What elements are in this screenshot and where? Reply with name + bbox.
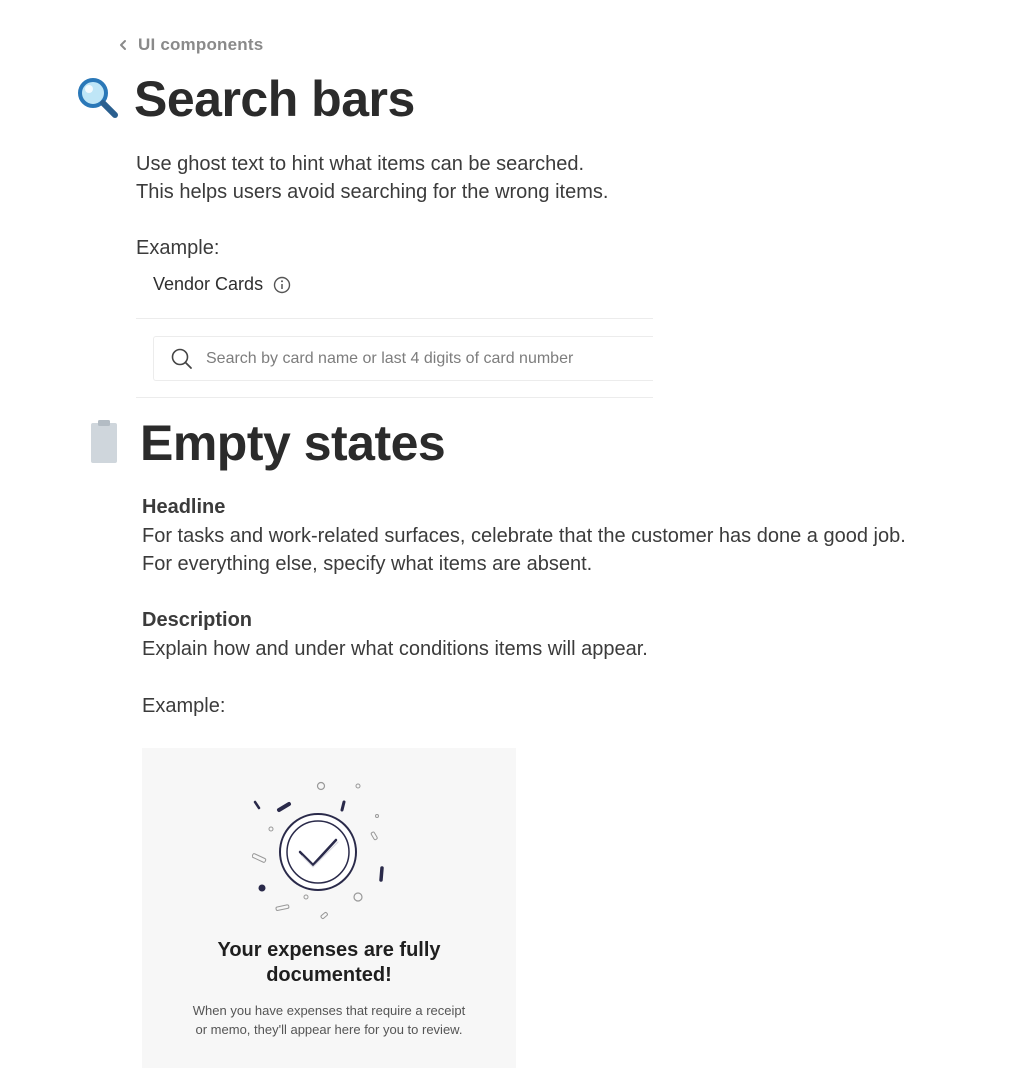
headline-line1: For tasks and work-related surfaces, celebrate that the customer has done a good job. — [142, 525, 906, 547]
empty-state-title-line2: documented! — [266, 964, 392, 986]
headline-line2: For everything else, specify what items are absent. — [142, 553, 593, 575]
chevron-left-icon — [116, 38, 130, 52]
description-line1: Explain how and under what conditions items will appear. — [142, 638, 648, 660]
empty-state-desc-line1: When you have expenses that require a receipt — [192, 1003, 466, 1018]
divider — [136, 397, 653, 398]
vendor-cards-title: Vendor Cards — [153, 274, 264, 294]
empty-state-description — [142, 1001, 516, 1039]
search-body-line1: Use ghost text to hint what items can be searched. — [136, 153, 585, 175]
checkmark-celebration-icon — [252, 776, 402, 926]
empty-state-title-line1: Your expenses are fully — [217, 939, 441, 961]
search-bar[interactable] — [153, 336, 653, 381]
breadcrumb[interactable] — [116, 34, 263, 56]
search-example-label: Example: — [136, 237, 220, 259]
description-label: Description — [142, 609, 253, 631]
empty-state-desc-line2: or memo, they'll appear here for you to review. — [195, 1022, 463, 1037]
info-icon[interactable] — [273, 276, 291, 294]
empty-state-title — [142, 938, 516, 988]
section-title: Empty states — [140, 415, 446, 471]
search-body-line2: This helps users avoid searching for the wrong items. — [136, 181, 609, 203]
search-input[interactable] — [206, 350, 646, 368]
magnifying-glass-emoji-icon — [76, 76, 120, 120]
search-icon — [170, 347, 194, 371]
empty-example-label: Example: — [142, 695, 226, 717]
empty-state-card — [142, 748, 516, 1068]
divider — [136, 318, 653, 319]
clipboard-icon — [90, 420, 118, 464]
page-title: Search bars — [134, 71, 415, 127]
headline-label: Headline — [142, 496, 226, 518]
breadcrumb-label: UI components — [138, 35, 264, 54]
example-card-title — [153, 274, 291, 295]
